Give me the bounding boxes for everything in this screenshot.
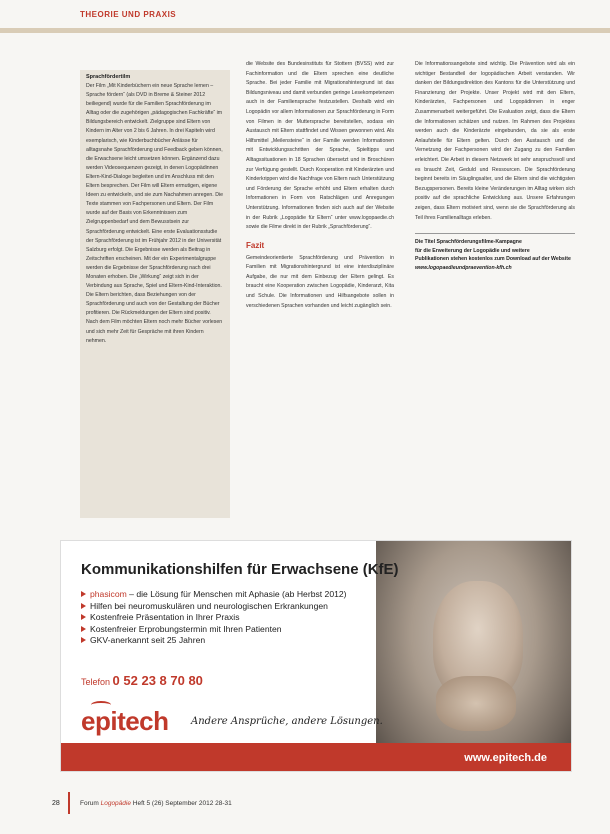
ad-feature-item bbox=[81, 601, 347, 613]
ad-feature-item bbox=[81, 624, 347, 636]
ad-logo: epitech bbox=[81, 706, 169, 736]
triangle-bullet-icon bbox=[81, 603, 86, 609]
ad-feature-text: Hilfen bei neuromuskulären und neurologischen Erkrankungen bbox=[90, 600, 328, 611]
info-line-3: Publikationen stehen kostenlos zum Download auf der Website bbox=[415, 256, 571, 263]
footer-journal-name: Logopädie bbox=[100, 800, 131, 807]
advertisement bbox=[60, 540, 572, 772]
footer-accent-bar bbox=[68, 792, 70, 814]
right-column bbox=[415, 60, 575, 272]
ad-feature-text: Kostenfreier Erprobungstermin mit Ihren Patienten bbox=[90, 623, 282, 634]
sidebar-text: Der Film „Mit Kinderbüchern ein neue Sprache lernen – Sprache fördern“ (als DVD in Breme & Steiner 2012 beiliegend) wurde für die Familien Sprachförderung im Alltag oder die zugehörigen „pädagogischen Fachkräfte“ im Bildungsbereich entwickelt. Zielgruppe sind Eltern von Kindern im Alter von 2 bis 6 Jahren. In drei Kapiteln wird exemplarisch, wie Kinderbuchbücher Anlässe für alltagsnahe Sprachförderung und Feedback geben können, die Erwachsene leicht umsetzen können. Ergänzend dazu werden Videosequenzen gezeigt, in denen Logopädinnen Eltern-Kind-Dialoge begleiten und im Anschluss mit den Eltern besprechen. Der Film will Eltern ermutigen, eigene Ideen zu entwickeln, und sie zum Nachahmen anregen. Die Texte stammen von Fachpersonen und Eltern. Der Film wurde auf der Basis von Erkenntnissen zum Zielgruppenbedarf und dem Bewusstsein zur Sprachförderung entwickelt. Eine erste Evaluationsstudie der Sprachförderung ist im Frühjahr 2012 in der Universität Salzburg erfolgt. Die Ergebnisse werden als Beitrag in Zeitschriften erscheinen. Mit der ein Experimentalgruppe werden die Ergebnisse der Sprachförderung nach drei Monaten erhoben. Die „Wirkung“ zeigt sich in der Verbindung aus Sprache, Spiel und Eltern-Kind-Interaktion. Die Eltern berichten, dass Beziehungen von der Sprachförderung und auch von der Gestaltung der Bücher profitieren. Die Rückmeldungen der Eltern sind positiv. Nach dem Film möchten Eltern noch mehr Bücher vorlesen und sich mehr Zeit für Gespräche mit ihren Kindern nehmen. bbox=[86, 83, 223, 344]
triangle-bullet-icon bbox=[81, 626, 86, 632]
middle-text-1: die Website des Bundesinstituts für Stottern (BVSS) wird zur Fachinformation und die Eltern sprechen eine deutliche Sprache. Bei jeder Familie mit Migrationshintergrund ist das Bildungsniveau und damit verbunden geringe Lesekompetenzen auch in der Familiensprache festzustellen. Deshalb wird ein Logopädin vor allem Informationen zur Sprachförderung in Form von Filmen in der Muttersprache bereitstellen, sodass ein Austausch mit Eltern stattfindet und Wissen gewonnen wird. Als Hilfsmittel „Meilensteine“ in der Familie werden Informationen mit Entwicklungsschritten der Sprache, Spieltipps und Alltagssituationen in 18 Sprachen übersetzt und in Broschüren zur Verfügung gestellt. Durch Kooperation mit Kinderärzten und Kinderkrippen wird die Nachfrage von Eltern nach Unterstützung und Förderung der Sprache erhöht und Eltern erhalten durch Informationen in Form von Ratschlägen und Anregungen Unterstützung. Informationen finden sich auch auf der Website in der Rubrik „Logopädie für Eltern“ unter www.logopaedie.ch sowie die Filme direkt in der Rubrik „Sprachförderung“. bbox=[246, 61, 394, 231]
ad-slogan: Andere Ansprüche, andere Lösungen. bbox=[191, 716, 383, 727]
ad-feature-item bbox=[81, 612, 347, 624]
ad-phone-label: Telefon bbox=[81, 677, 111, 687]
ad-url[interactable]: www.epitech.de bbox=[464, 752, 547, 764]
footer-journal-prefix: Forum bbox=[80, 800, 99, 807]
page-number: 28 bbox=[52, 800, 60, 807]
triangle-bullet-icon bbox=[81, 591, 86, 597]
footer-issue: Heft 5 (26) September 2012 28-31 bbox=[132, 800, 232, 807]
info-link[interactable]: www.logopaedieundpraevention-kfh.ch bbox=[415, 264, 512, 271]
ad-title: Kommunikationshilfen für Erwachsene (KfE) bbox=[81, 561, 399, 578]
ad-feature-list bbox=[81, 589, 347, 647]
info-line-2: für die Erweiterung der Logopädie und weitere bbox=[415, 247, 530, 254]
info-box bbox=[415, 233, 575, 272]
triangle-bullet-icon bbox=[81, 614, 86, 620]
ad-feature-text: – die Lösung für Menschen mit Aphasie (ab Herbst 2012) bbox=[126, 589, 347, 599]
sidebar-heading: Sprachfördertilm bbox=[86, 74, 131, 80]
ad-photo-hand bbox=[436, 676, 516, 731]
ad-photo bbox=[376, 541, 571, 771]
section-header: THEORIE UND PRAXIS bbox=[80, 10, 177, 19]
middle-text-2: Gemeindeorientierte Sprachförderung und Prävention in Familien mit Migrationshintergrund ist eine interdisziplinäre Aufgabe, die nur mit dem Einbezug der Eltern gelingt. Es braucht eine Kooperation zwischen Logopädie, Kinderarzt, Kita und Schule. Die Informationen und Hilfsangebote sollen in verschiedenen Sprachen vorhanden und leicht zugänglich sein. bbox=[246, 254, 394, 309]
ad-feature-text: Kostenfreie Präsentation in Ihrer Praxis bbox=[90, 612, 240, 623]
ad-phone bbox=[81, 673, 203, 688]
sidebar-box bbox=[80, 70, 230, 518]
info-line-1: Die Titel Sprachförderungsfilme-Kampagne bbox=[415, 239, 522, 246]
ad-feature-text: GKV-anerkannt seit 25 Jahren bbox=[90, 635, 206, 646]
ad-phone-number: 0 52 23 8 70 80 bbox=[112, 673, 203, 688]
header-rule bbox=[0, 28, 610, 33]
triangle-bullet-icon bbox=[81, 637, 86, 643]
middle-column bbox=[246, 60, 394, 311]
footer-text bbox=[80, 800, 232, 807]
right-text-1: Die Informationsangebote sind wichtig. Die Prävention wird als ein wichtiger Bestandteil der logopädischen Arbeit verstanden. Wir danken der Bildungsdirektion des Kantons für die Unterstützung und Finanzierung der Projekte. Unser Projekt wird mit den Eltern, Kinderärzten, Fachpersonen und Logopädinnen in enger Zusammenarbeit weitergeführt. Die Evaluation zeigt, dass die Eltern die Informationen schätzen und nutzen. Im Rahmen des Projektes werden auch die Kinderärzte eingebunden, da sie als erste Anlaufstelle für Eltern gelten. Durch den Austausch und die Vernetzung der Fachpersonen wird der Zugang zu den Familien erleichtert. Die Arbeit in diesem Netzwerk ist sehr anspruchsvoll und es braucht Zeit, Geduld und Ressourcen. Die Sprachförderung beginnt bereits im Säuglingsalter, und die Eltern sind die wichtigsten Bezugspersonen. Bereits kleine Veränderungen im Alltag wirken sich positiv auf die sprachliche Entwicklung aus. Unsere Erfahrungen zeigen, dass Eltern motiviert sind, wenn sie die Sprachförderung als Teil ihres Familienalltags erleben. bbox=[415, 61, 575, 221]
fazit-heading: Fazit bbox=[246, 240, 265, 250]
ad-feature-brand: phasicom bbox=[90, 589, 127, 599]
ad-feature-item bbox=[81, 635, 347, 647]
ad-feature-item bbox=[81, 589, 347, 601]
